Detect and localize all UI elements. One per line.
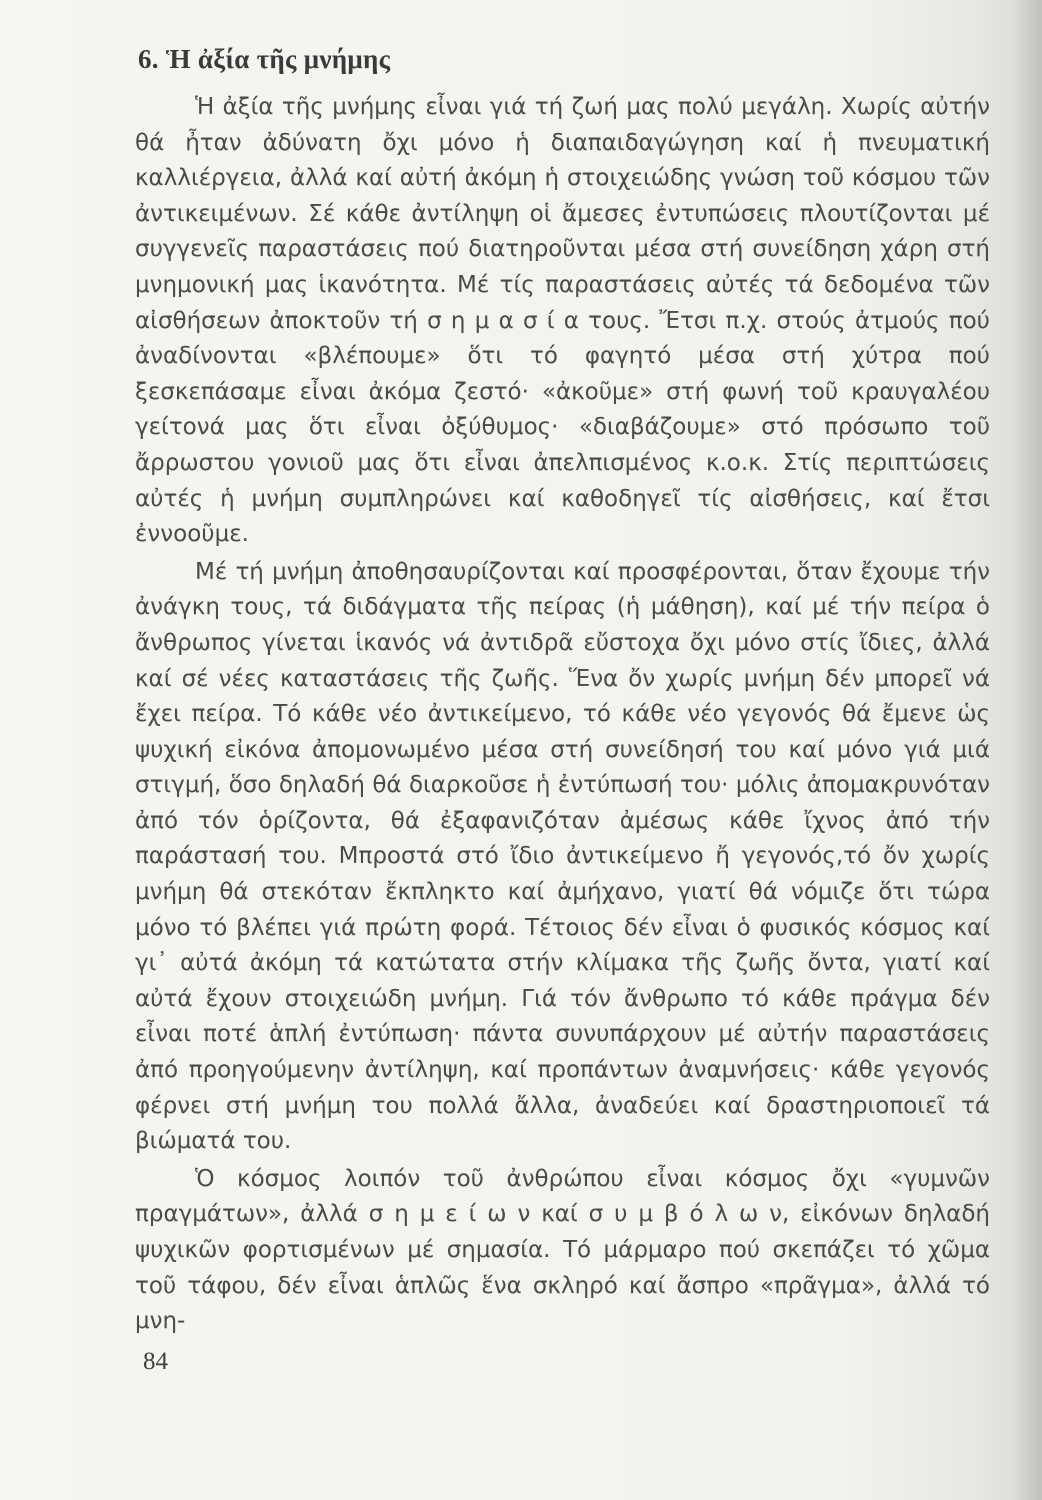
body-text — [135, 90, 990, 1340]
paragraph: Ὁ κόσμος λοιπόν τοῦ ἀνθρώπου εἶναι κόσμος ὄχι «γυμνῶν πραγμάτων», ἀλλά σ η μ ε ί ω ν καί σ υ μ β ό λ ω ν, εἰκόνων δηλαδή ψυχικῶν φορτισμένων μέ σημασία. Τό μάρμαρο πού σκεπάζει τό χῶμα τοῦ τάφου, δέν εἶναι ἁπλῶς ἕνα σκληρό καί ἄσπρο «πρᾶγμα», ἀλλά τό μνη- — [135, 1165, 990, 1335]
paragraph: Μέ τή μνήμη ἀποθησαυρίζονται καί προσφέρονται, ὅταν ἔχουμε τήν ἀνάγκη τους, τά διδάγματα τῆς πείρας (ἡ μάθηση), καί μέ τήν πείρα ὁ ἄνθρωπος γίνεται ἱκανός νά ἀντιδρᾶ εὔστοχα ὄχι μόνο στίς ἴδιες, ἀλλά καί σέ νέες καταστάσεις τῆς ζωῆς. Ἕνα ὄν χωρίς μνήμη δέν μπορεῖ νά ἔχει πείρα. Τό κάθε νέο ἀντικείμενο, τό κάθε νέο γεγονός θά ἔμενε ὡς ψυχική εἰκόνα ἀπομονωμένο μέσα στή συνείδησή του καί μόνο γιά μιά στιγμή, ὅσο δηλαδή θά διαρκοῦσε ἡ ἐντύπωσή του· μόλις ἀπομακρυνόταν ἀπό τόν ὁρίζοντα, θά ἐξαφανιζόταν ἀμέσως κάθε ἴχνος ἀπό τήν παράστασή του. Μπροστά στό ἴδιο ἀντικείμενο ἤ γεγονός,τό ὄν χωρίς μνήμη θά στεκόταν ἔκπληκτο καί ἀμήχανο, γιατί θά νόμιζε ὅτι τώρα μόνο τό βλέπει γιά πρώτη φορά. Τέτοιος δέν εἶναι ὁ φυσικός κόσμος καί γι᾽ αὐτά ἀκόμη τά κατώτατα στήν κλίμακα τῆς ζωῆς ὄντα, γιατί καί αὐτά ἔχουν στοιχειώδη μνήμη. Γιά τόν ἄνθρωπο τό κάθε πράγμα δέν εἶναι ποτέ ἁπλή ἐντύπωση· πάντα συνυπάρχουν μέ αὐτήν παραστάσεις ἀπό προηγούμενην ἀντίληψη, καί προπάντων ἀναμνήσεις· κάθε γεγονός φέρνει στή μνήμη του πολλά ἄλλα, ἀναδεύει καί δραστηριοποιεῖ τά βιώματά του. — [135, 558, 990, 1155]
page-number: 84 — [143, 1348, 168, 1375]
paragraph: Ἡ ἀξία τῆς μνήμης εἶναι γιά τή ζωή μας πολύ μεγάλη. Χωρίς αὐτήν θά ἦταν ἀδύνατη ὄχι μόνο ἡ διαπαιδαγώγηση καί ἡ πνευματική καλλιέργεια, ἀλλά καί αὐτή ἀκόμη ἡ στοιχειώδης γνώση τοῦ κόσμου τῶν ἀντικειμένων. Σέ κάθε ἀντίληψη οἱ ἄμεσες ἐντυπώσεις πλουτίζονται μέ συγγενεῖς παραστάσεις πού διατηροῦνται μέσα στή συνείδηση χάρη στή μνημονική μας ἱκανότητα. Μέ τίς παραστάσεις αὐτές τά δεδομένα τῶν αἰσθήσεων ἀποκτοῦν τή σ η μ α σ ί α τους. Ἔτσι π.χ. στούς ἀτμούς πού ἀναδίνονται «βλέπουμε» ὅτι τό φαγητό μέσα στή χύτρα πού ξεσκεπάσαμε εἶναι ἀκόμα ζεστό· «ἀκοῦμε» στή φωνή τοῦ κραυγαλέου γείτονά μας ὅτι εἶναι ὀξύθυμος· «διαβάζουμε» στό πρόσωπο τοῦ ἄρρωστου γονιοῦ μας ὅτι εἶναι ἀπελπισμένος κ.ο.κ. Στίς περιπτώσεις αὐτές ἡ μνήμη συμπληρώνει καί καθοδηγεῖ τίς αἰσθήσεις, καί ἔτσι ἐννοοῦμε. — [135, 94, 990, 548]
page-edge-shadow — [1012, 0, 1042, 1500]
section-heading: 6. Ἡ ἀξία τῆς μνήμης — [138, 44, 391, 74]
